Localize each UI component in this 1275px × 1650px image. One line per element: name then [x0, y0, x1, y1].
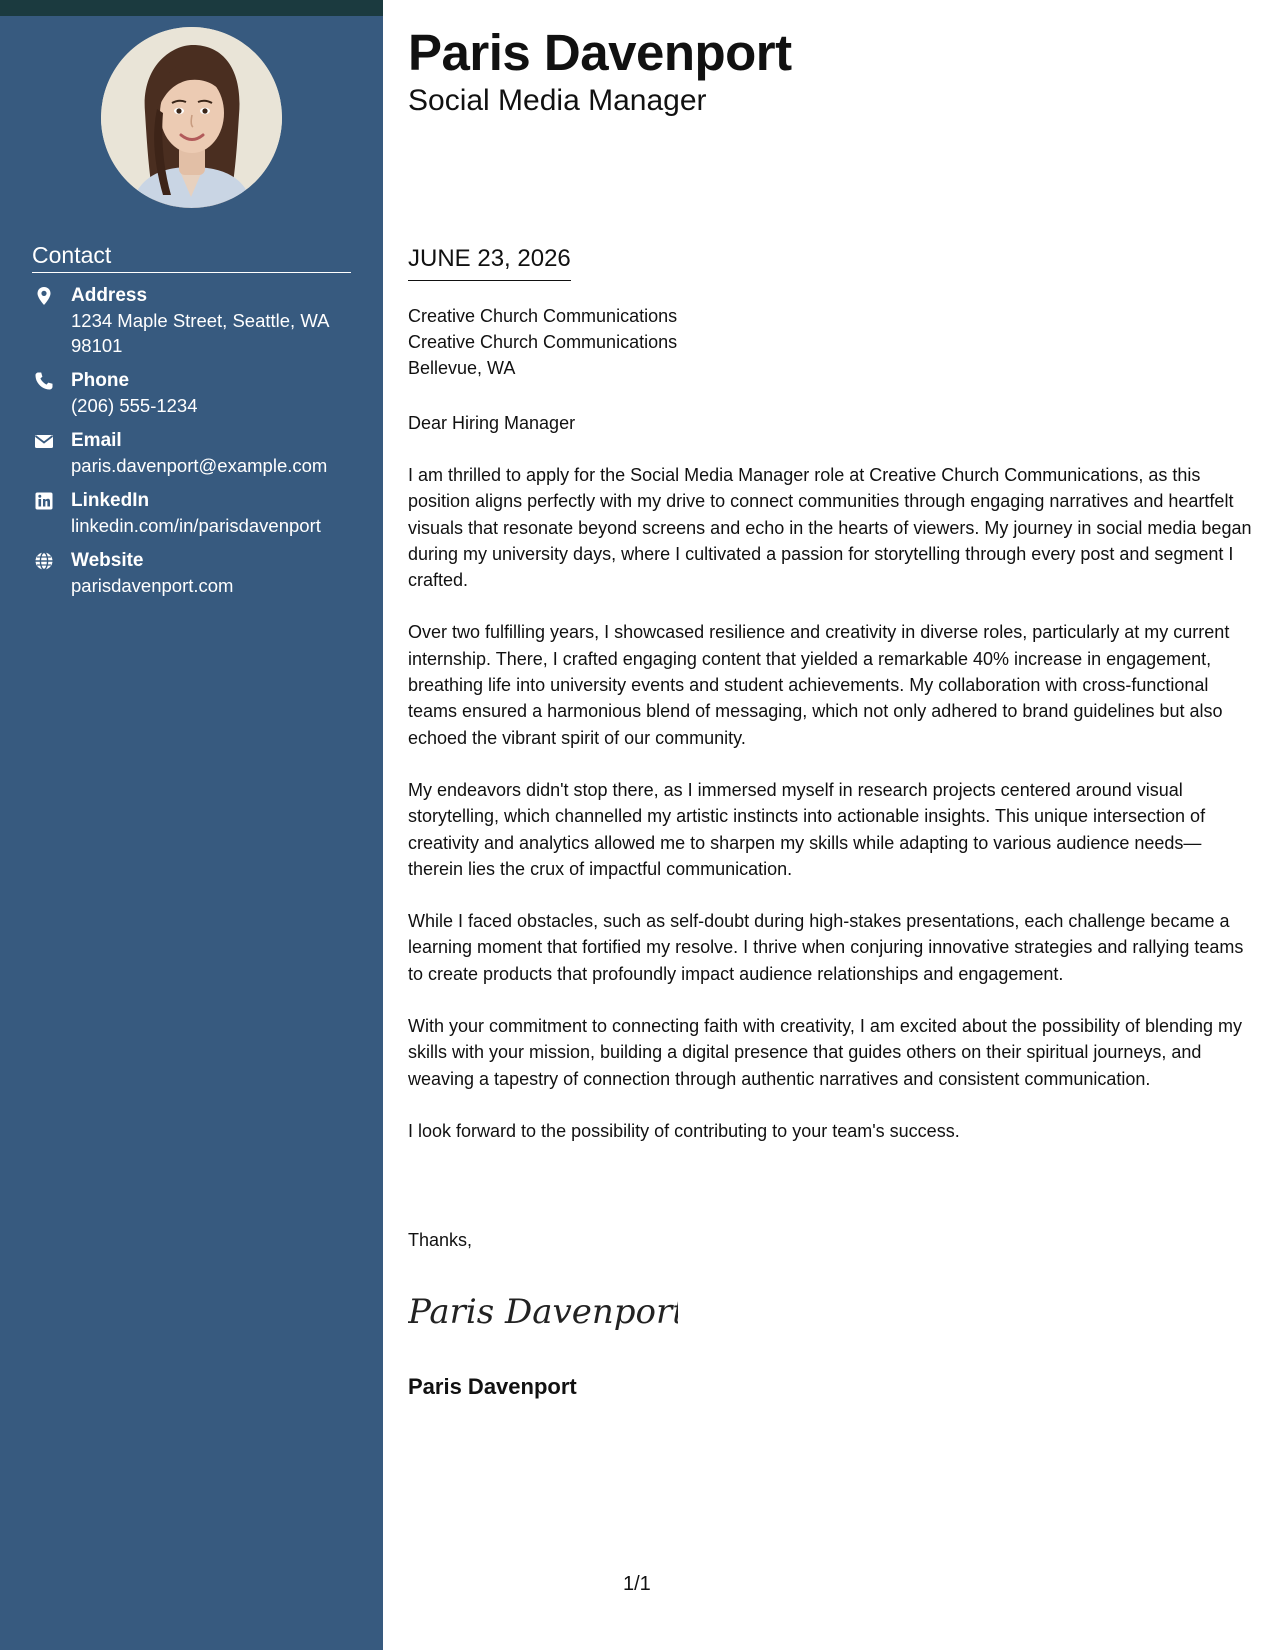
- sidebar-top-bar: [0, 0, 383, 16]
- contact-item-email: [32, 429, 362, 478]
- contact-label-address: Address: [71, 285, 148, 306]
- sidebar: [0, 0, 383, 1650]
- avatar: [101, 27, 282, 208]
- linkedin-icon: [34, 491, 54, 511]
- phone-icon: [34, 371, 54, 391]
- contact-item-address: [32, 284, 362, 358]
- contact-heading: Contact: [32, 240, 351, 273]
- body-paragraph: With your commitment to connecting faith with creativity, I am excited about the possibility of blending my skills with your mission, building a digital presence that guides others on their spiritual journeys, and weaving a tapestry of connection through authentic narratives and consistent communication.: [408, 1016, 1243, 1089]
- contact-label-website: Website: [71, 550, 144, 571]
- contact-item-linkedin: [32, 489, 362, 538]
- page-number: 1/1: [623, 1573, 651, 1595]
- contact-list: [32, 284, 362, 609]
- recipient-line: Creative Church Communications: [408, 332, 678, 352]
- recipient-line: Creative Church Communications: [408, 306, 678, 326]
- contact-value-website: parisdavenport.com: [71, 575, 234, 596]
- job-title: Social Media Manager: [408, 84, 707, 117]
- location-pin-icon: [34, 286, 54, 306]
- contact-value-phone: (206) 555-1234: [71, 395, 198, 416]
- signature-text: Paris Davenport: [408, 1292, 678, 1332]
- recipient-line: Bellevue, WA: [408, 358, 516, 378]
- body-paragraph: My endeavors didn't stop there, as I immersed myself in research projects centered around visual storytelling, which channelled my artistic instincts into actionable insights. This unique intersection of creativity and analytics allowed me to sharpen my skills while adapting to various audience needs—therein lies the crux of impactful communication.: [408, 779, 1206, 879]
- recipient-block: [408, 303, 677, 381]
- contact-value-address: 1234 Maple Street, Seattle, WA 98101: [71, 310, 329, 356]
- contact-value-linkedin: linkedin.com/in/parisdavenport: [71, 515, 321, 536]
- signature-image: [408, 1283, 678, 1339]
- body-paragraph: While I faced obstacles, such as self-doubt during high-stakes presentations, each challenge became a learning moment that fortified my resolve. I thrive when conjuring innovative strategies and rallying teams to create products that profoundly impact audience relationships and engagement.: [408, 911, 1244, 984]
- body-paragraph: I look forward to the possibility of contributing to your team's success.: [408, 1120, 960, 1141]
- contact-item-website: [32, 549, 362, 598]
- applicant-name: Paris Davenport: [408, 24, 792, 81]
- greeting: Dear Hiring Manager: [408, 413, 576, 433]
- contact-label-phone: Phone: [71, 370, 130, 391]
- contact-item-phone: [32, 369, 362, 418]
- globe-icon: [34, 551, 54, 571]
- contact-value-email: paris.davenport@example.com: [71, 455, 328, 476]
- contact-label-linkedin: LinkedIn: [71, 490, 150, 511]
- body-paragraph: Over two fulfilling years, I showcased resilience and creativity in diverse roles, particularly at my current internship. There, I crafted engaging content that yielded a remarkable 40% increase in engagement, breathing life into university events and student achievements. My collaboration with cross-functional teams ensured a harmonious blend of messaging, which not only adhered to brand guidelines but also echoed the vibrant spirit of our community.: [408, 622, 1230, 748]
- body-paragraph: I am thrilled to apply for the Social Media Manager role at Creative Church Communications, as this position aligns perfectly with my drive to connect communities through engaging narratives and heartfelt visuals that resonate beyond screens and echo in the hearts of viewers. My journey in social media began during my university days, where I cultivated a passion for storytelling through every post and segment I crafted.: [408, 465, 1252, 591]
- avatar-portrait-image: [101, 27, 282, 208]
- signer-name: Paris Davenport: [408, 1374, 577, 1399]
- letter-body: [408, 462, 1253, 1170]
- handwritten-signature: [408, 1283, 678, 1344]
- contact-label-email: Email: [71, 430, 122, 451]
- letter-date: JUNE 23, 2026: [408, 244, 571, 281]
- closing: Thanks,: [408, 1230, 473, 1250]
- envelope-icon: [34, 431, 54, 451]
